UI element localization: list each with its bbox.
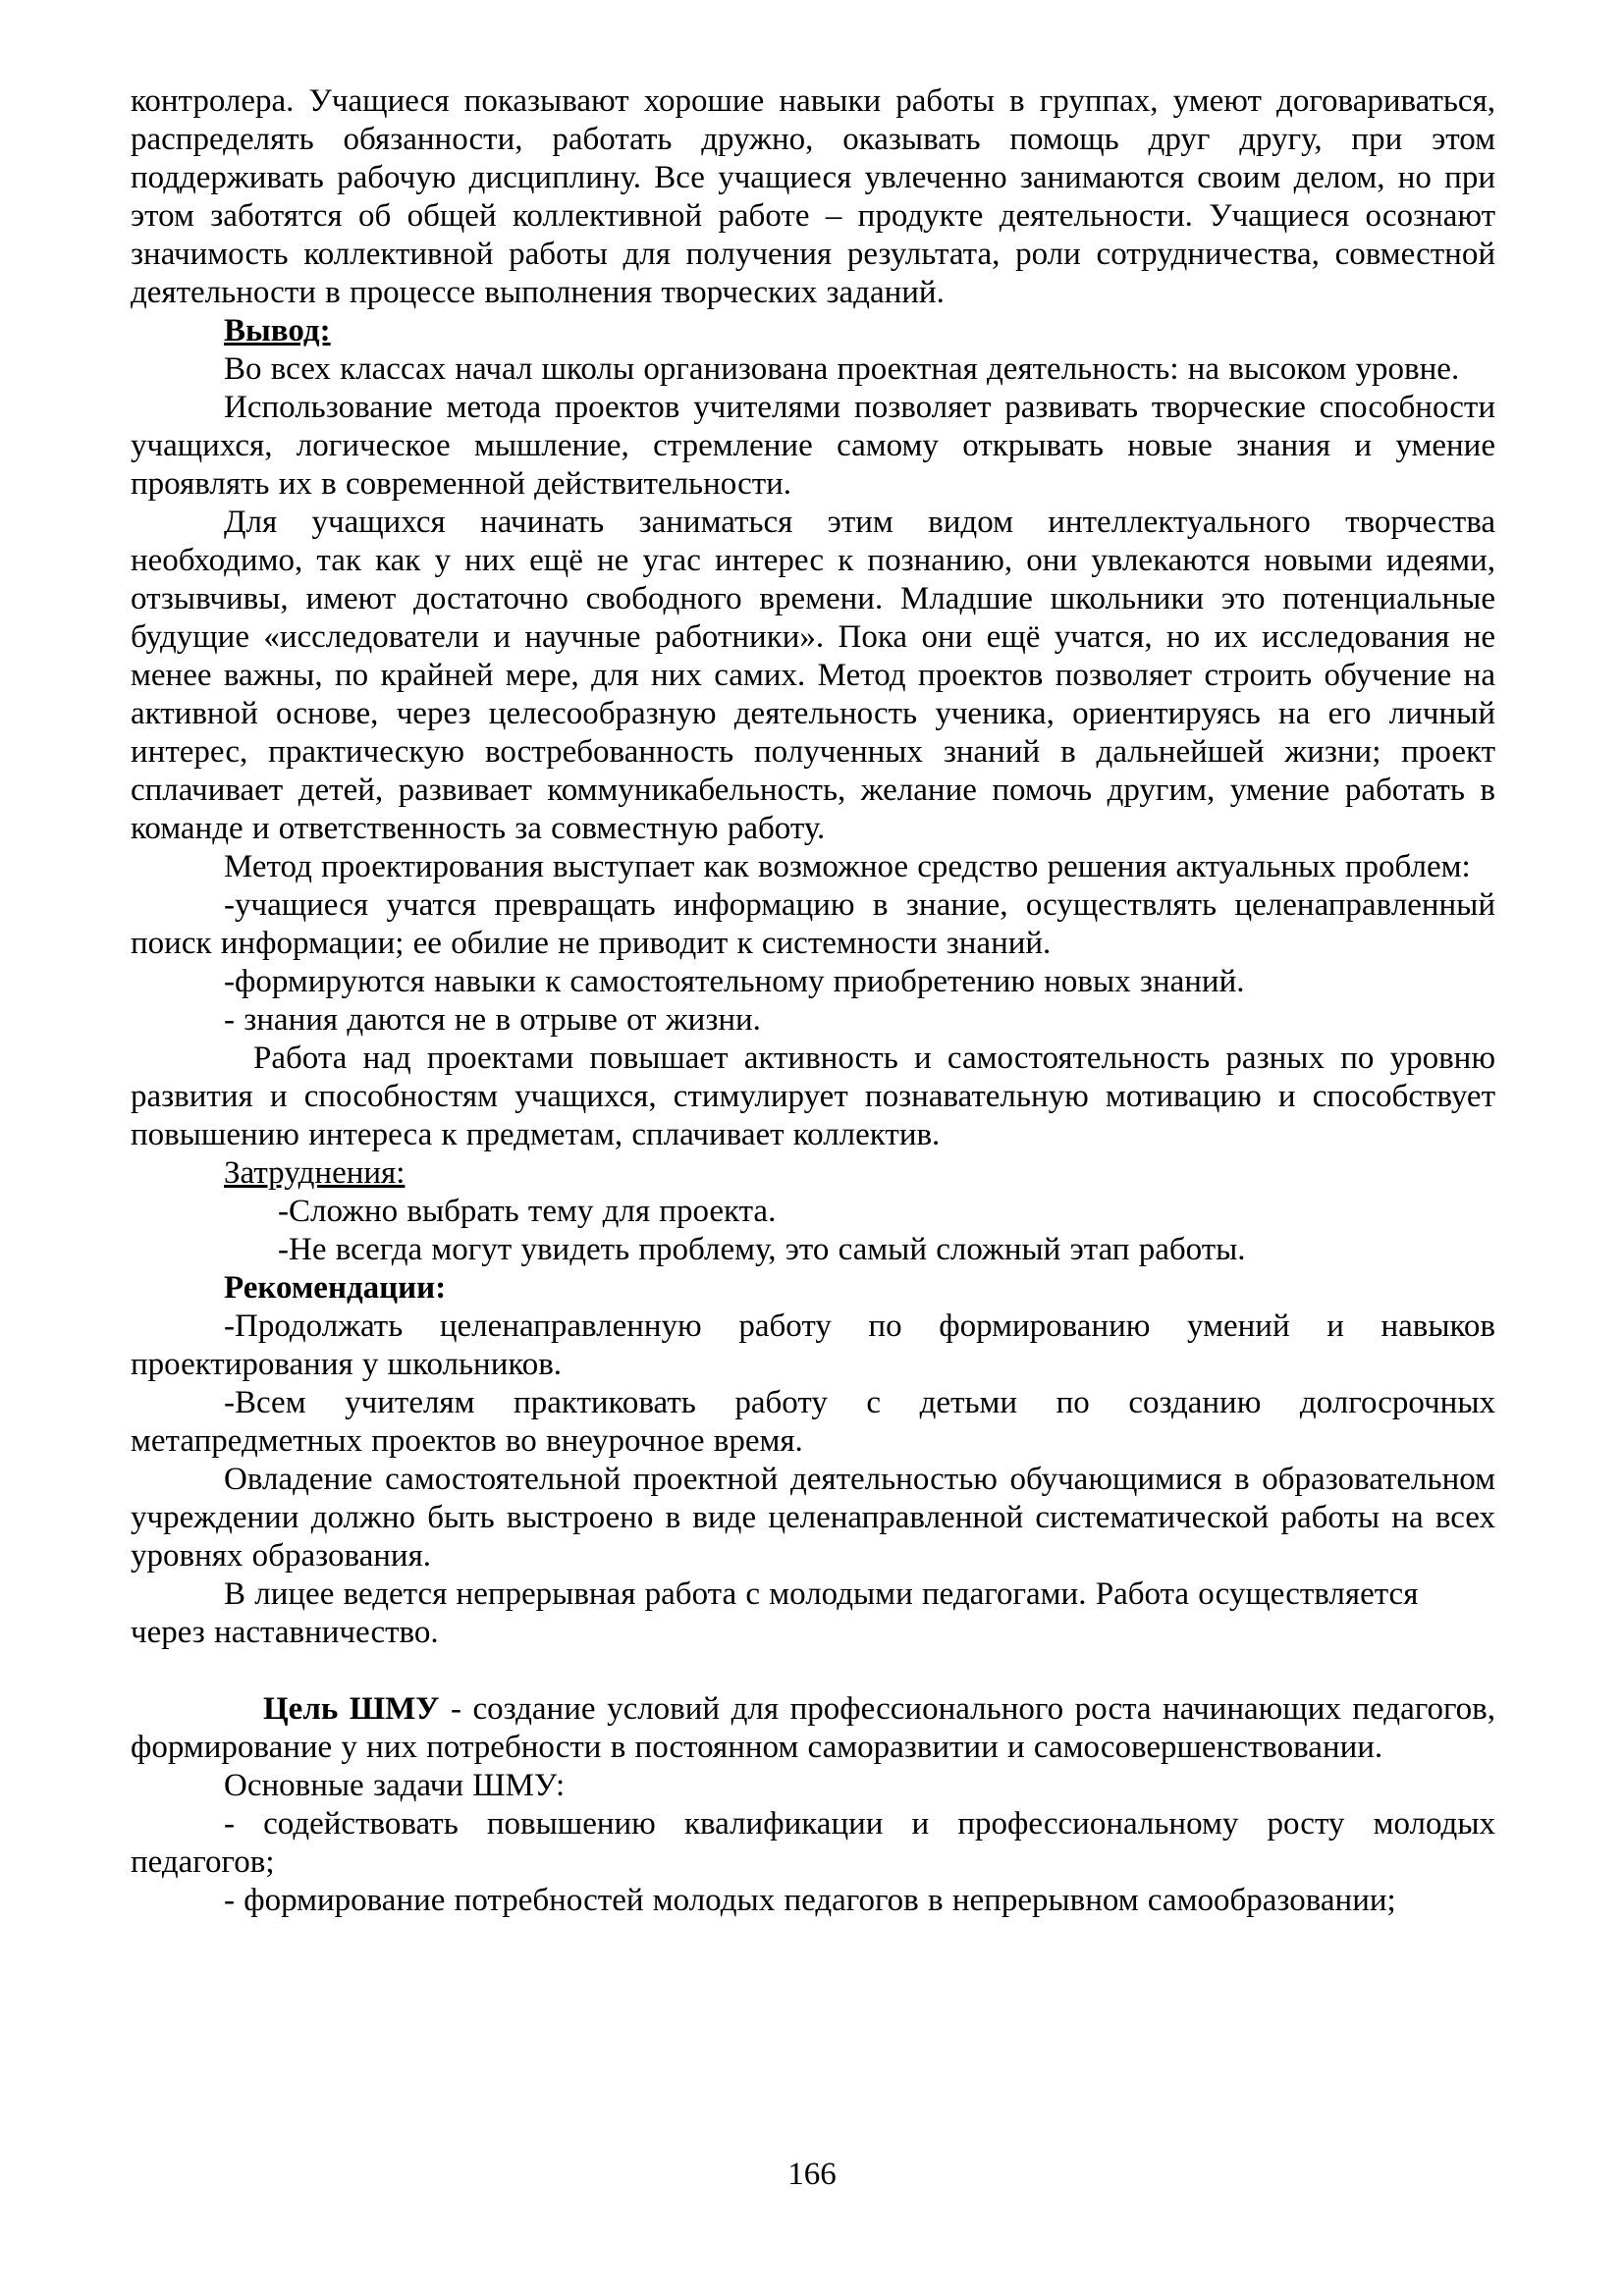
list-item: -Сложно выбрать тему для проекта. xyxy=(278,1194,777,1229)
heading-conclusion xyxy=(131,312,1495,350)
heading-difficulties-label: Затруднения: xyxy=(224,1155,406,1191)
paragraph-shmu-goal xyxy=(131,1690,1495,1767)
list-item: -Всем учителям практиковать работу с детьми по созданию долгосрочных метапредметных проектов во внеурочное время. xyxy=(131,1385,1495,1459)
paragraph: Овладение самостоятельной проектной деятельностью обучающимися в образовательном учреждении должно быть выстроено в виде целенаправленной систематической работы на всех уровнях образования. xyxy=(131,1462,1495,1574)
paragraph: Использование метода проектов учителями позволяет развивать творческие способности учащихся, логическое мышление, стремление самому открывать новые знания и умение проявлять их в современной действительности. xyxy=(131,390,1495,502)
heading-shmu-tasks: Основные задачи ШМУ: xyxy=(224,1768,566,1803)
paragraph: Метод проектирования выступает как возможное средство решения актуальных проблем: xyxy=(224,849,1471,884)
heading-conclusion-label: Вывод: xyxy=(224,313,331,348)
list-item: - формирование потребностей молодых педагогов в непрерывном самообразовании; xyxy=(224,1883,1396,1918)
list-item: - содействовать повышению квалификации и профессиональному росту молодых педагогов; xyxy=(131,1806,1495,1880)
paragraph: Для учащихся начинать заниматься этим видом интеллектуального творчества необходимо, так как у них ещё не угас интерес к познанию, они увлекаются новыми идеями, отзывчивы, имеют достаточно свободного времени. Младшие школьники это потенциальные будущие «исследователи и научные работники». Пока они ещё учатся, но их исследования не менее важны, по крайней мере, для них самих. Метод проектов позволяет строить обучение на активной основе, через целесообразную деятельность ученика, ориентируясь на его личный интерес, практическую востребованность полученных знаний в дальнейшей жизни; проект сплачивает детей, развивает коммуникабельность, желание помочь другим, умение работать в команде и ответственность за совместную работу. xyxy=(131,505,1495,846)
page-number: 166 xyxy=(787,2157,837,2192)
paragraph-continued: контролера. Учащиеся показывают хорошие навыки работы в группах, умеют договариваться, распределять обязанности, работать дружно, оказывать помощь друг другу, при этом поддерживать рабочую дисциплину. Все учащиеся увлеченно занимаются своим делом, но при этом заботятся об общей коллективной работе – продукте деятельности. Учащиеся осознают значимость коллективной работы для получения результата, роли сотрудничества, совместной деятельности в процессе выполнения творческих заданий. xyxy=(131,83,1495,310)
list-item: -Продолжать целенаправленную работу по формированию умений и навыков проектирования у школьников. xyxy=(131,1308,1495,1382)
page-body-text xyxy=(131,82,1495,1920)
list-item: - знания даются не в отрыве от жизни. xyxy=(224,1002,761,1038)
paragraph: В лицее ведется непрерывная работа с молодыми педагогами. Работа осуществляется через наставничество. xyxy=(131,1576,1419,1650)
heading-recommendations xyxy=(131,1269,1495,1308)
list-item: -формируются навыки к самостоятельному приобретению новых знаний. xyxy=(224,964,1245,999)
paragraph: Во всех классах начал школы организована проектная деятельность: на высоком уровне. xyxy=(224,351,1460,387)
shmu-goal-label: Цель ШМУ xyxy=(263,1691,440,1727)
heading-recommendations-label: Рекомендации: xyxy=(224,1270,447,1306)
list-item: -учащиеся учатся превращать информацию в знание, осуществлять целенаправленный поиск информации; ее обилие не приводит к системности знаний. xyxy=(131,887,1495,961)
paragraph: Работа над проектами повышает активность и самостоятельность разных по уровню развития и способностям учащихся, стимулирует познавательную мотивацию и способствует повышению интереса к предметам, сплачивает коллектив. xyxy=(131,1041,1495,1152)
heading-difficulties xyxy=(131,1154,1495,1193)
list-item: -Не всегда могут увидеть проблему, это самый сложный этап работы. xyxy=(278,1232,1246,1267)
shmu-goal-text: - создание условий для профессионального роста начинающих педагогов, формирование у них потребности в постоянном саморазвитии и самосовершенствовании. xyxy=(131,1691,1495,1765)
